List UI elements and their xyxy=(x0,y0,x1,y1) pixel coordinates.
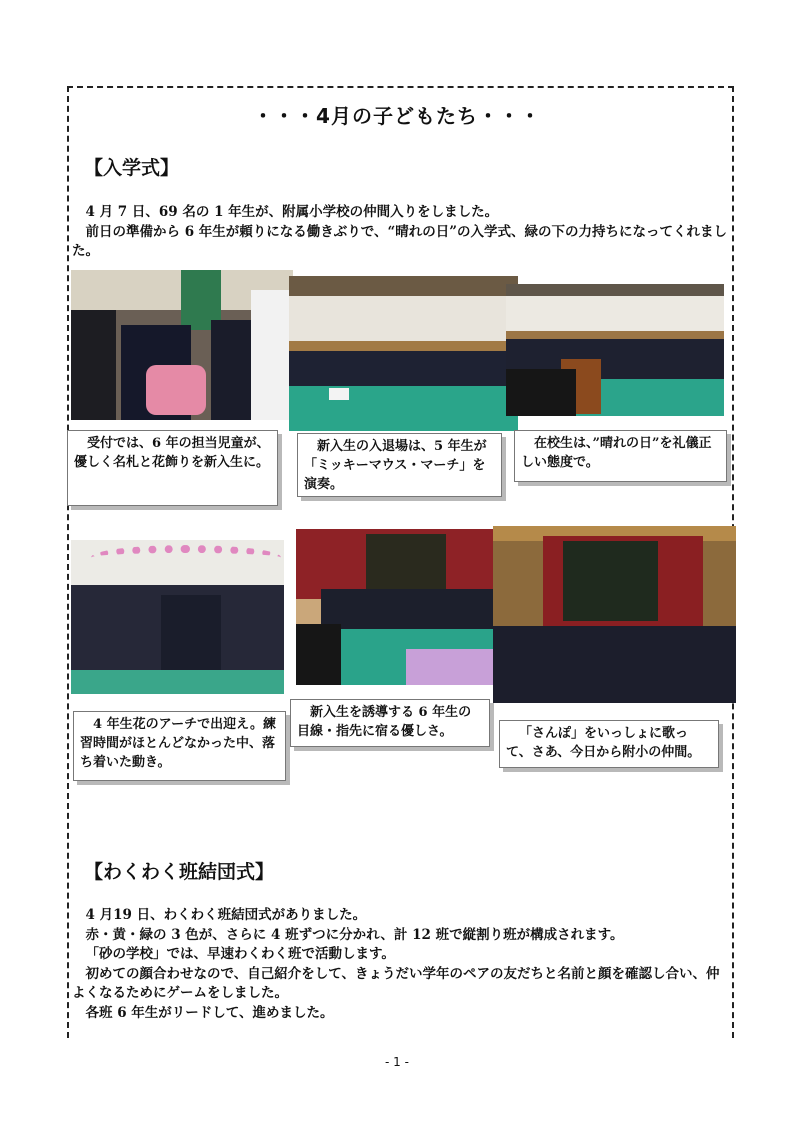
photo-singing xyxy=(493,526,736,703)
entrance-text xyxy=(72,203,732,262)
group-paragraph: 各班 6 年生がリードして、進めました。 xyxy=(85,1004,334,1021)
group-paragraph: 赤・黄・緑の 3 色が、さらに 4 班ずつに分かれ、計 12 班で縦割り班が構成されます。 xyxy=(85,926,624,943)
caption-singing: 「さんぽ」をいっしょに歌って、さあ、今日から附小の仲間。 xyxy=(499,720,719,768)
section-title-entrance: 【入学式】 xyxy=(84,157,180,179)
caption-reception: 受付では、6 年の担当児童が、優しく名札と花飾りを新入生に。 xyxy=(67,430,278,506)
group-text xyxy=(72,906,732,1023)
group-paragraph: 初めての顔合わせなので、自己紹介をして、きょうだい学年のペアの友だちと名前と顔を確認し合い、仲よくなるためにゲームをしました。 xyxy=(72,965,720,1001)
caption-stage-guidance: 新入生を誘導する 6 年生の目線・指先に宿る優しさ。 xyxy=(290,699,490,747)
photo-piano xyxy=(506,284,724,416)
group-paragraph: 4 月19 日、わくわく班結団式がありました。 xyxy=(85,907,367,923)
caption-flower-arch: 4 年生花のアーチで出迎え。練習時間がほとんどなかった中、落ち着いた動き。 xyxy=(73,711,286,781)
photo-flower-arch xyxy=(71,540,284,694)
photo-stage-guidance xyxy=(296,529,500,685)
page-number: - 1 - xyxy=(385,1055,409,1069)
photo-gym-entrance xyxy=(289,276,518,431)
caption-gym-entrance: 新入生の入退場は、5 年生が「ミッキーマウス・マーチ」を演奏。 xyxy=(297,433,502,497)
entrance-paragraph: 4 月 7 日、69 名の 1 年生が、附属小学校の仲間入りをしました。 xyxy=(85,204,499,220)
page-title: ・・・4月の子どもたち・・・ xyxy=(253,104,541,128)
group-paragraph: 「砂の学校」では、早速わくわく班で活動します。 xyxy=(85,946,395,962)
entrance-paragraph: 前日の準備から 6 年生が頼りになる働きぶりで、“晴れの日”の入学式、緑の下の力持ちになってくれました。 xyxy=(72,223,728,259)
photo-reception xyxy=(71,270,293,420)
caption-piano: 在校生は、”晴れの日”を礼儀正しい態度で。 xyxy=(514,430,727,482)
section-title-group: 【わくわく班結団式】 xyxy=(84,861,275,883)
